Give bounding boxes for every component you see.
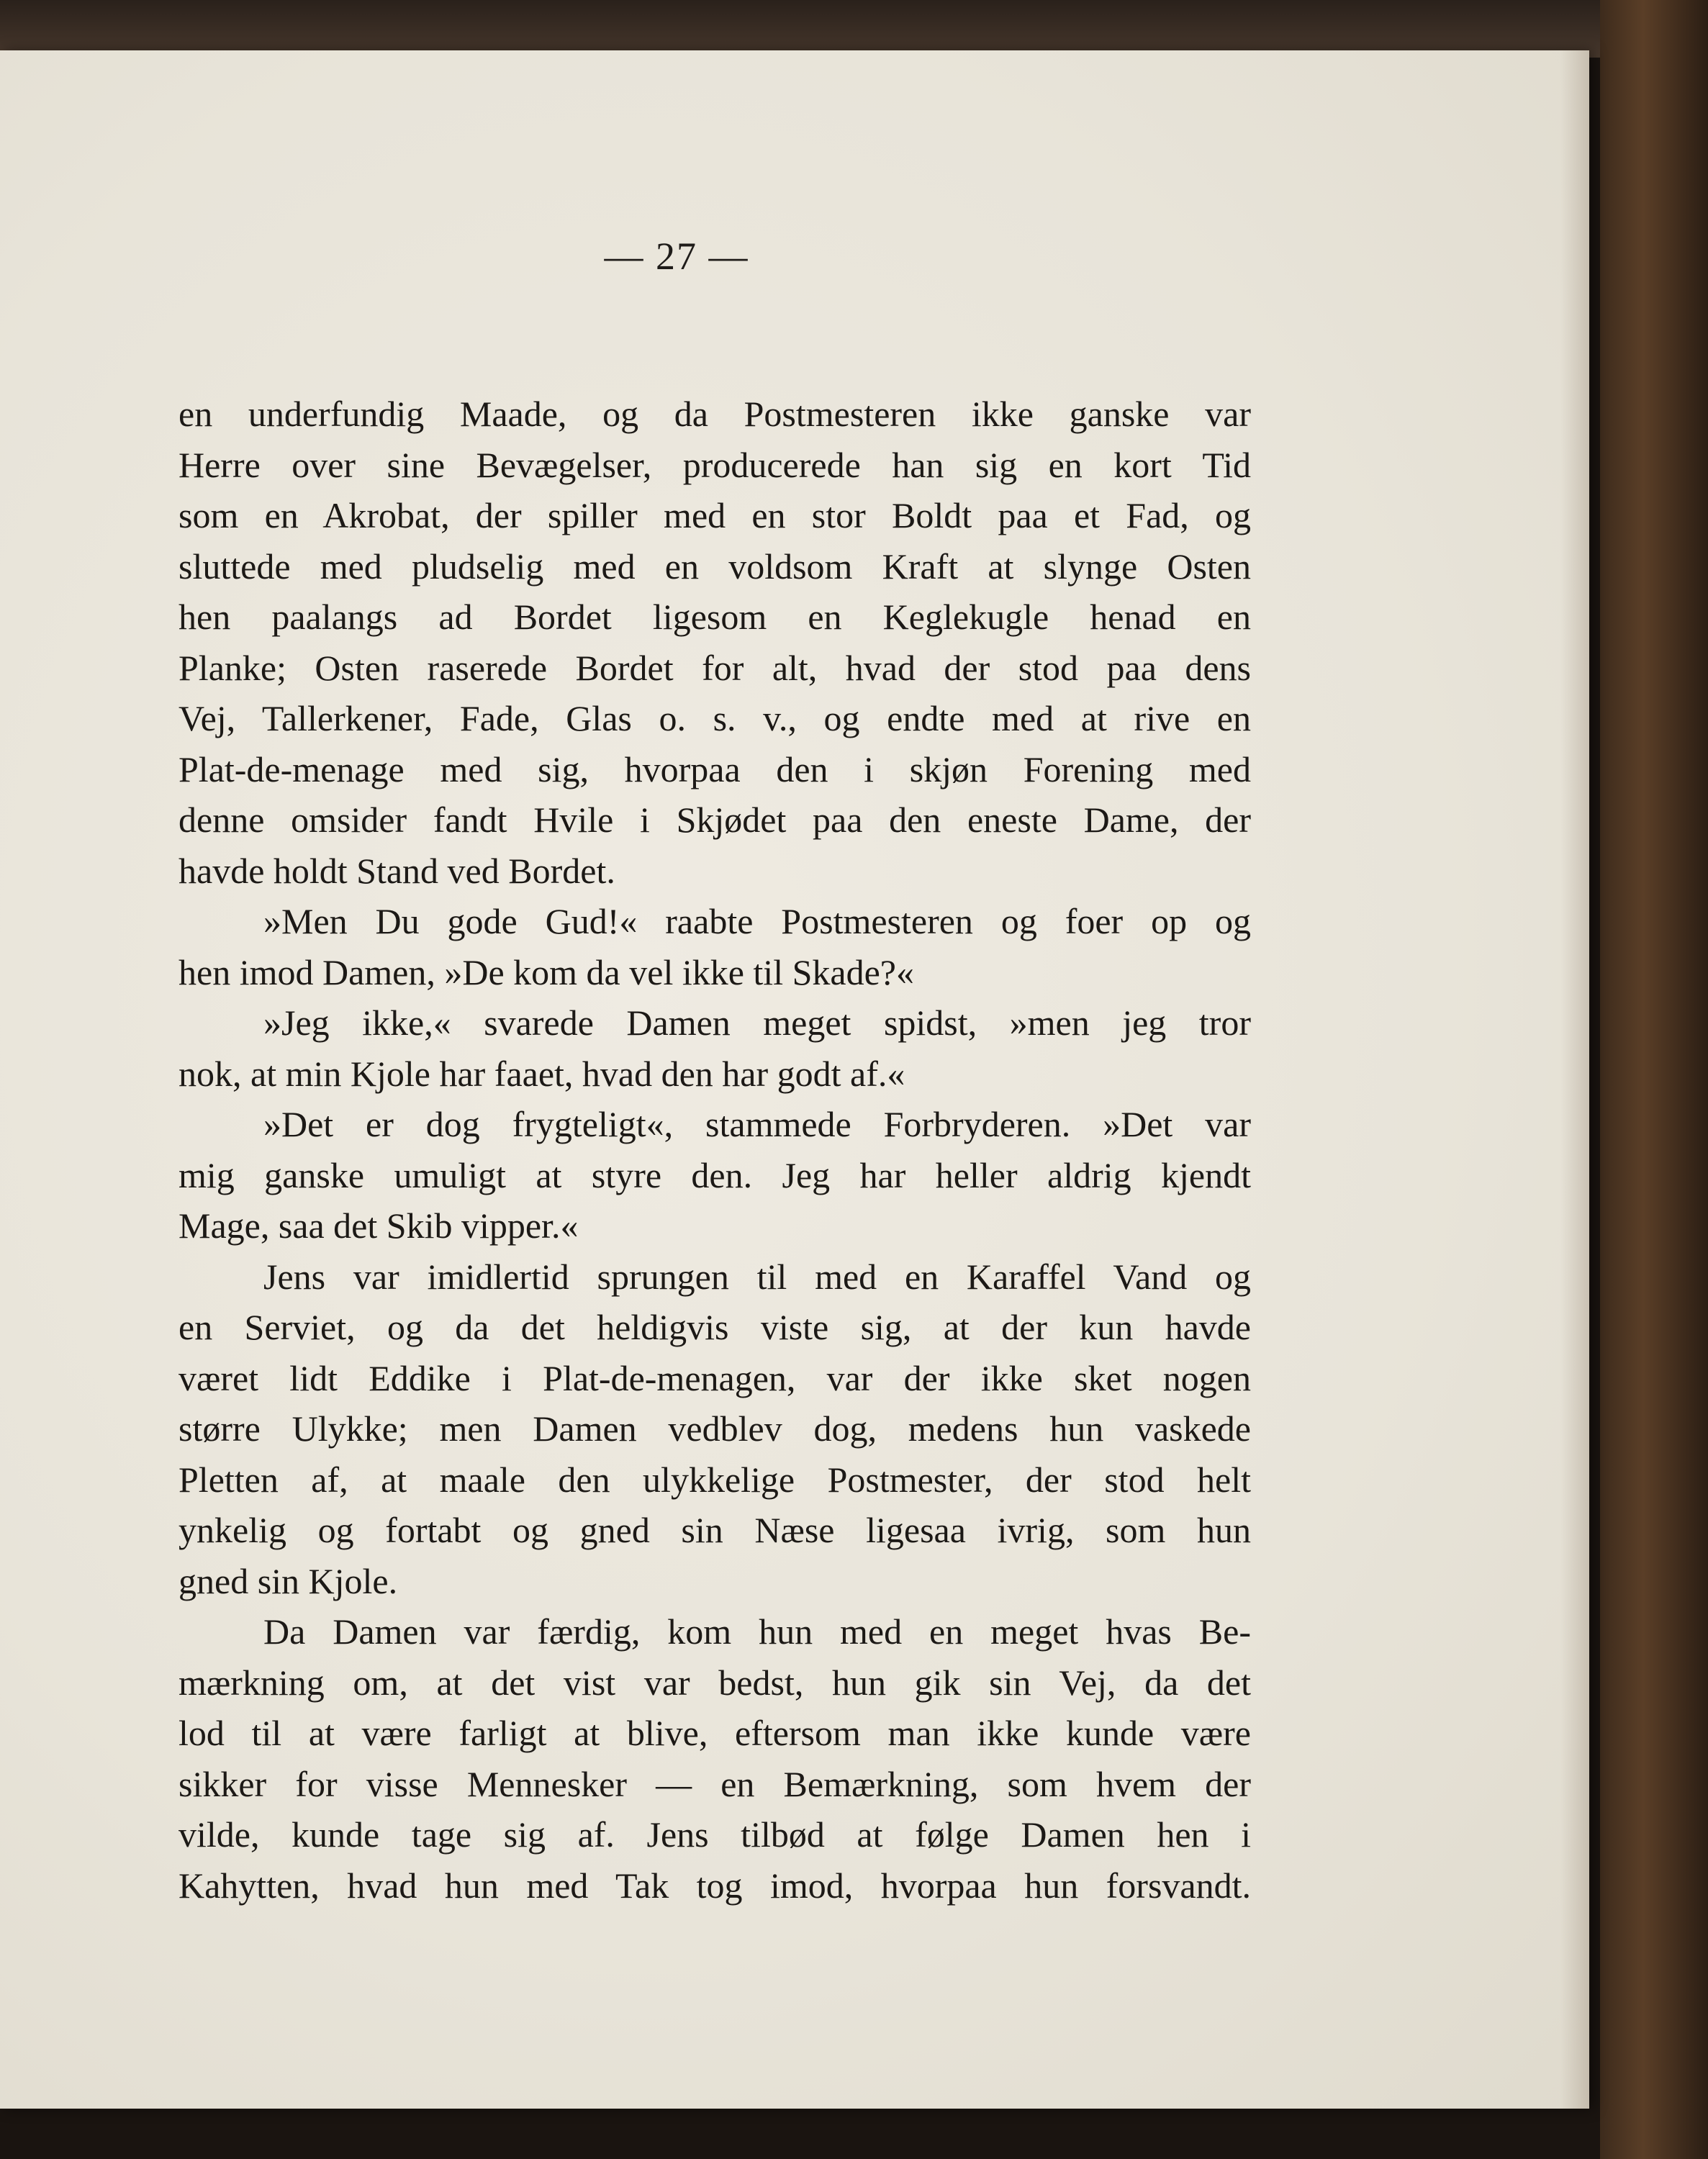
book-cover-spine [1600, 0, 1708, 2159]
text-line: hen imod Damen, »De kom da vel ikke til Skade?« [179, 951, 914, 992]
text-line: Pletten af, at maale den ulykkelige Postmester, der stod helt [179, 1459, 1251, 1500]
text-line: Da Damen var færdig, kom hun med en meget hvas Be- [263, 1611, 1251, 1652]
body-text [179, 389, 1251, 1911]
text-line: sluttede med pludselig med en voldsom Kraft at slynge Osten [179, 546, 1251, 587]
text-line: mig ganske umuligt at styre den. Jeg har heller aldrig kjendt [179, 1154, 1251, 1195]
text-line: været lidt Eddike i Plat-de-menagen, var der ikke sket nogen [179, 1357, 1251, 1398]
text-line: lod til at være farligt at blive, eftersom man ikke kunde være [179, 1713, 1251, 1753]
text-line: Herre over sine Bevægelser, producerede han sig en kort Tid [179, 444, 1251, 485]
book-page [0, 50, 1589, 2109]
page-number: — 27 — [604, 235, 749, 278]
text-line: Plat-de-menage med sig, hvorpaa den i skjøn Forening med [179, 748, 1251, 789]
book-cover-top [0, 0, 1708, 58]
text-line: vilde, kunde tage sig af. Jens tilbød at følge Damen hen i [179, 1814, 1251, 1855]
text-line: mærkning om, at det vist var bedst, hun gik sin Vej, da det [179, 1662, 1251, 1703]
text-line: gned sin Kjole. [179, 1560, 398, 1601]
text-line: Mage, saa det Skib vipper.« [179, 1205, 579, 1246]
text-line: hen paalangs ad Bordet ligesom en Keglekugle henad en [179, 597, 1251, 637]
text-line: Planke; Osten raserede Bordet for alt, hvad der stod paa dens [179, 647, 1251, 688]
text-line: »Men Du gode Gud!« raabte Postmesteren og foer op og [263, 901, 1251, 941]
text-line: Kahytten, hvad hun med Tak tog imod, hvorpaa hun forsvandt. [179, 1865, 1251, 1906]
text-line: som en Akrobat, der spiller med en stor Boldt paa et Fad, og [179, 495, 1251, 535]
text-line: denne omsider fandt Hvile i Skjødet paa den eneste Dame, der [179, 800, 1251, 840]
text-line: Vej, Tallerkener, Fade, Glas o. s. v., og endte med at rive en [179, 698, 1251, 738]
text-line: »Jeg ikke,« svarede Damen meget spidst, »men jeg tror [263, 1002, 1251, 1043]
text-line: havde holdt Stand ved Bordet. [179, 850, 615, 891]
text-line: nok, at min Kjole har faaet, hvad den har godt af.« [179, 1053, 905, 1094]
page-edge-shadow [1560, 50, 1589, 2109]
text-line: sikker for visse Mennesker — en Bemærkning, som hvem der [179, 1763, 1251, 1804]
text-line: en Serviet, og da det heldigvis viste sig, at der kun havde [179, 1307, 1251, 1347]
text-line: Jens var imidlertid sprungen til med en Karaffel Vand og [263, 1256, 1251, 1297]
text-line: større Ulykke; men Damen vedblev dog, medens hun vaskede [179, 1408, 1251, 1449]
text-line: ynkelig og fortabt og gned sin Næse ligesaa ivrig, som hun [179, 1510, 1251, 1550]
text-line: »Det er dog frygteligt«, stammede Forbryderen. »Det var [263, 1104, 1251, 1144]
text-line: en underfundig Maade, og da Postmesteren ikke ganske var [179, 394, 1251, 434]
